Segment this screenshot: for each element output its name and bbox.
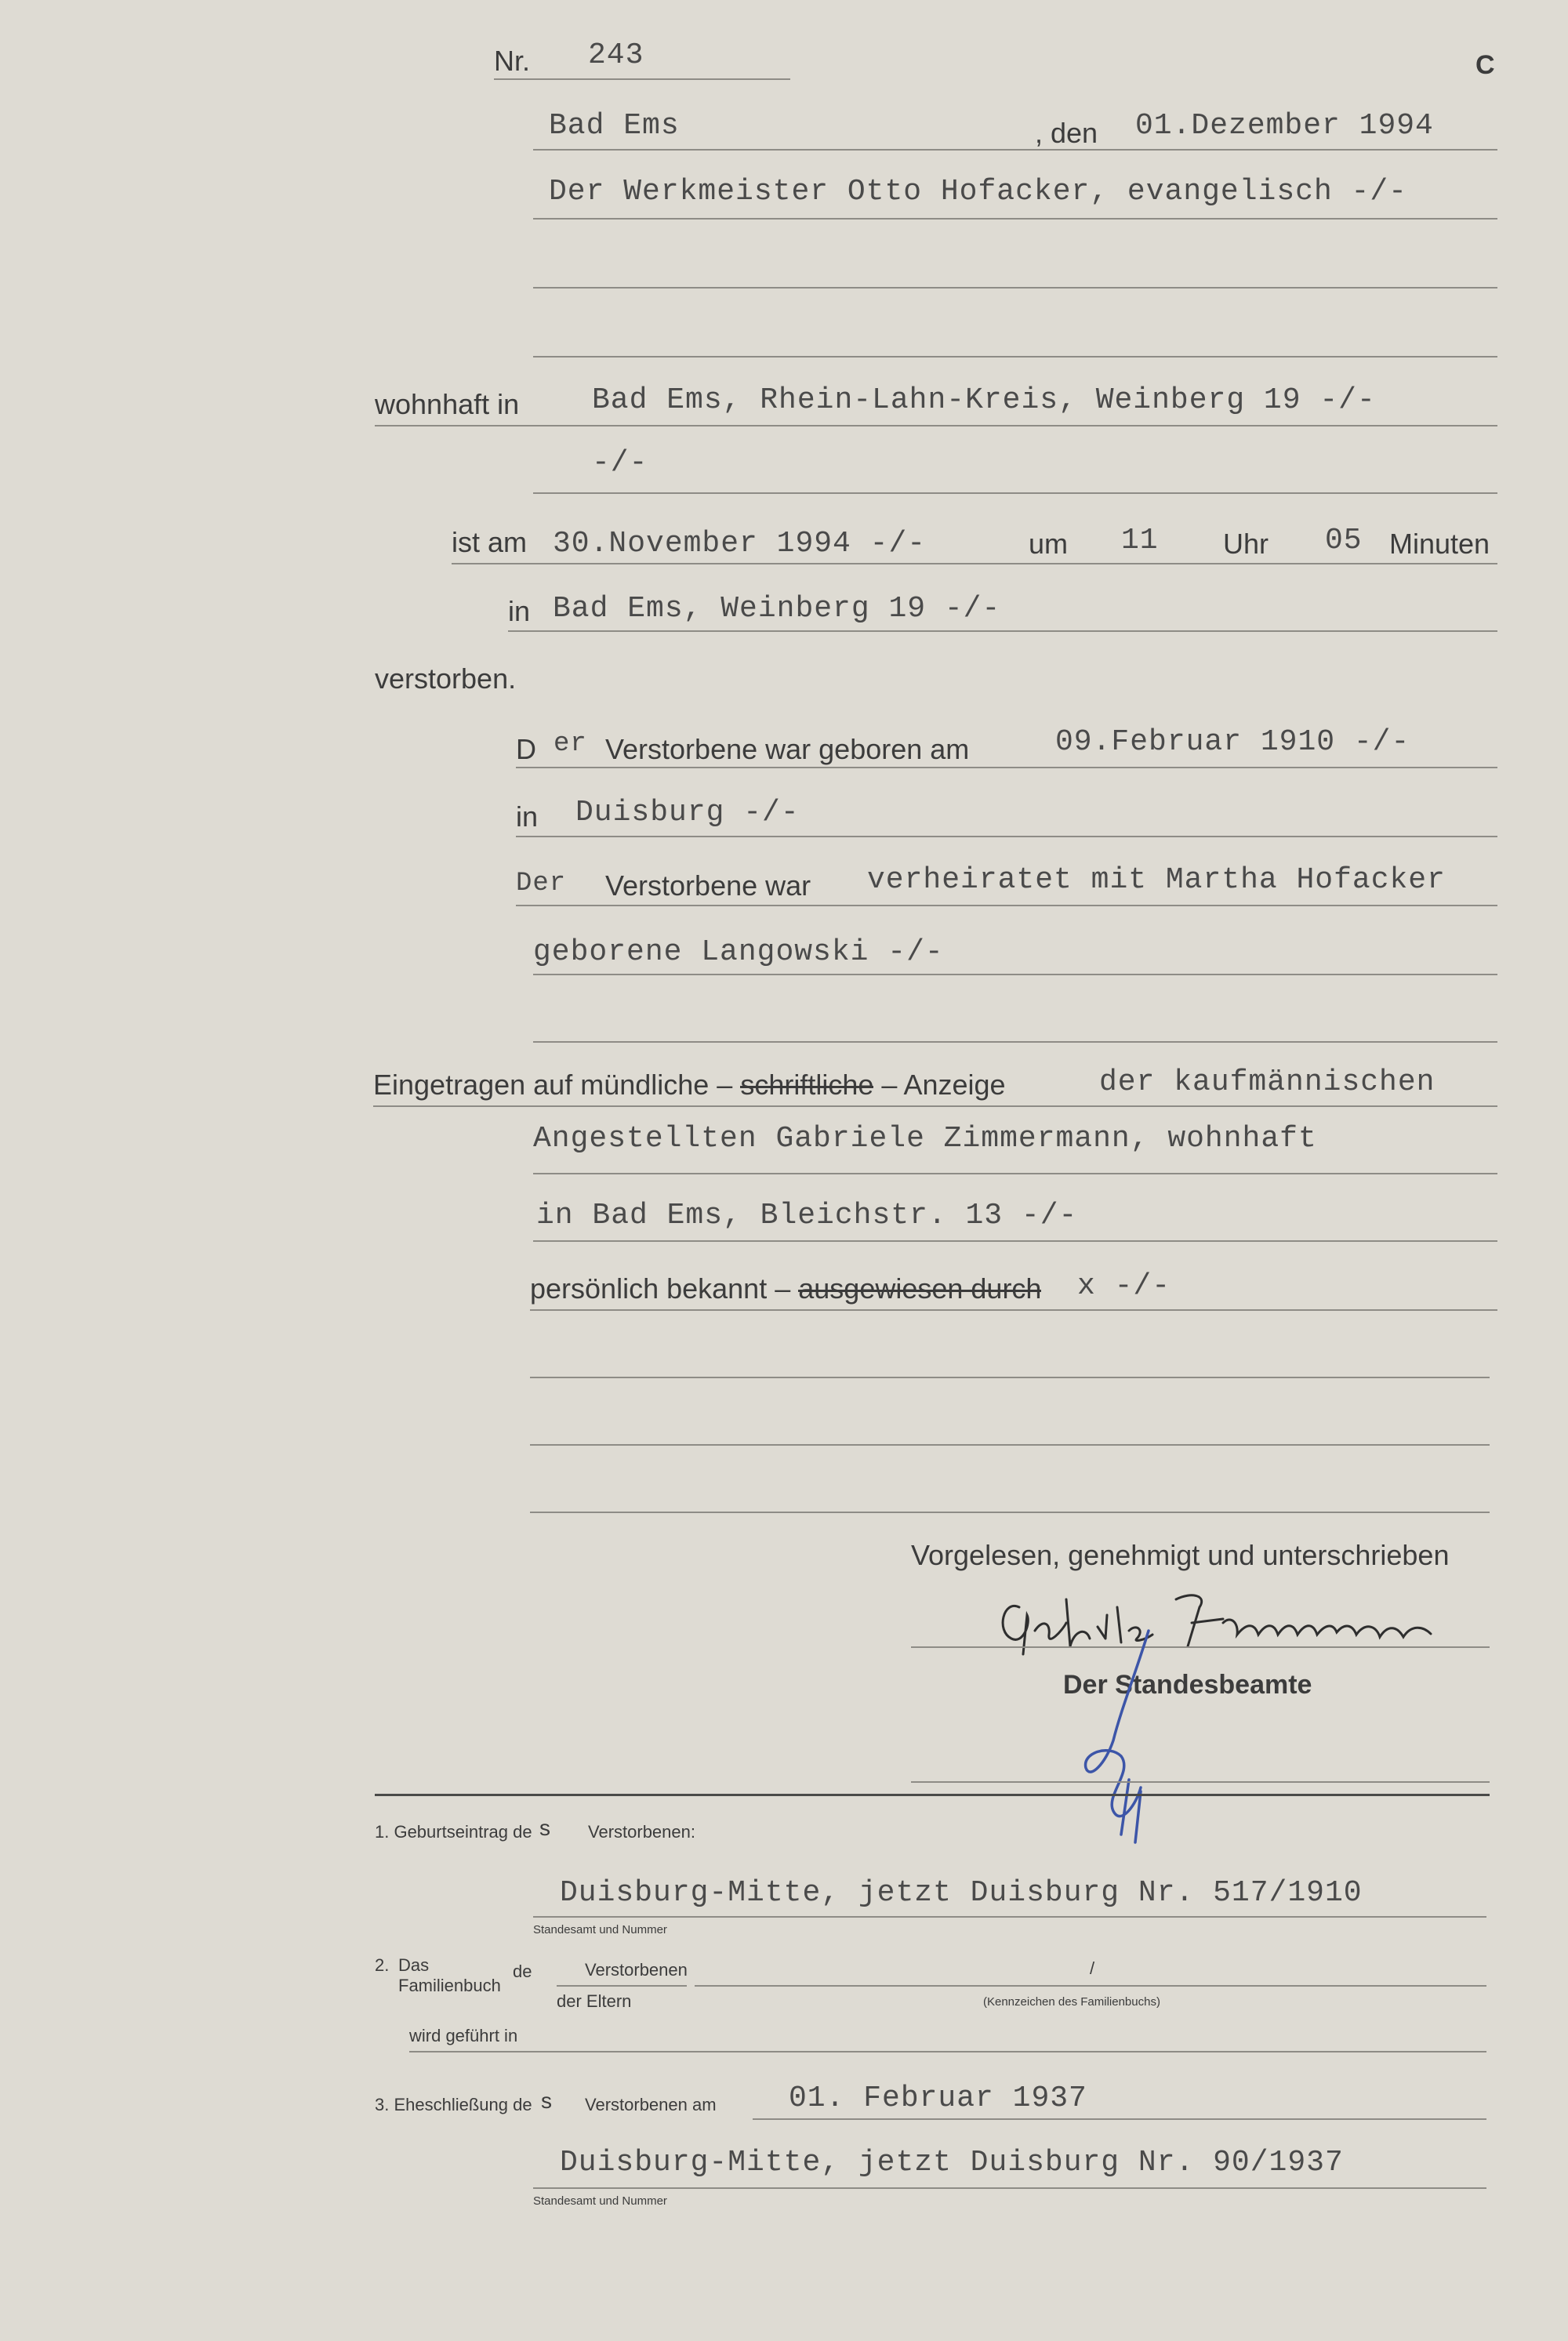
informant-line-3: in Bad Ems, Bleichstr. 13 -/- xyxy=(536,1199,1078,1232)
item2-option-deceased: Verstorbenen xyxy=(585,1960,688,1980)
deceased-rule xyxy=(533,218,1497,220)
item2-label-a: Das xyxy=(398,1955,430,1975)
item2-option-parents: der Eltern xyxy=(557,1991,632,2011)
marital-label-typed: Der xyxy=(516,869,567,898)
item3-date: 01. Februar 1937 xyxy=(789,2081,1087,2115)
registered-rule xyxy=(373,1105,1497,1107)
birth-place-label: in xyxy=(516,800,539,833)
minutes-value: 05 xyxy=(1325,524,1363,557)
informant-rule-3 xyxy=(533,1240,1497,1242)
item3-label: 3. Eheschließung de xyxy=(375,2095,532,2114)
birth-place-rule xyxy=(516,836,1497,837)
marital-rule xyxy=(516,905,1497,906)
informant-signature-rule xyxy=(911,1646,1490,1648)
item2-de: de xyxy=(513,1962,532,1981)
blank-rule-5 xyxy=(530,1444,1490,1446)
blank-rule-3 xyxy=(533,1041,1497,1043)
item2-caption: (Kennzeichen des Familienbuchs) xyxy=(983,1995,1160,2009)
registrar-label: Der Standesbeamte xyxy=(1063,1670,1312,1700)
identity-rule xyxy=(530,1309,1497,1311)
item2-kept-label: wird geführt in xyxy=(409,2026,518,2045)
birth-label: Verstorbene war geboren am xyxy=(605,733,970,765)
identity-typed: x -/- xyxy=(1077,1269,1171,1303)
hour-unit: Uhr xyxy=(1223,528,1269,560)
footer-divider xyxy=(375,1794,1490,1796)
register-number-rule xyxy=(494,78,790,80)
spouse-rule xyxy=(533,974,1497,975)
identity-label xyxy=(530,1272,1042,1305)
blank-rule-1 xyxy=(533,287,1497,289)
birth-place-value: Duisburg -/- xyxy=(575,796,800,829)
deceased-value: Der Werkmeister Otto Hofacker, evangelisch -/- xyxy=(549,175,1407,209)
item2-label-b: Familienbuch xyxy=(398,1976,501,1995)
birth-date-rule xyxy=(516,767,1497,768)
item1-caption: Standesamt und Nummer xyxy=(533,1923,667,1936)
registered-label-suffix: – Anzeige xyxy=(881,1069,1006,1101)
death-date-rule xyxy=(452,563,1497,564)
death-place-value: Bad Ems, Weinberg 19 -/- xyxy=(553,592,1001,626)
item3-caption: Standesamt und Nummer xyxy=(533,2194,667,2208)
corner-letter: C xyxy=(1475,50,1495,80)
birth-date-value: 09.Februar 1910 -/- xyxy=(1055,725,1410,759)
residence-line-2: -/- xyxy=(592,446,648,480)
death-place-rule xyxy=(508,630,1497,632)
registered-label-text: Eingetragen auf mündliche – xyxy=(373,1069,733,1101)
item3-s: s xyxy=(541,2089,552,2113)
place-value: Bad Ems xyxy=(549,109,680,143)
residence-label: wohnhaft in xyxy=(375,388,520,420)
death-place-label: in xyxy=(508,595,531,627)
register-number-value: 243 xyxy=(588,38,644,72)
registrar-signature-rule xyxy=(911,1781,1490,1783)
item3-date-rule xyxy=(753,2118,1486,2120)
spouse-line-2: geborene Langowski -/- xyxy=(533,935,944,969)
date-label: , den xyxy=(1035,117,1098,149)
hour-label: um xyxy=(1029,528,1069,560)
birth-label-prefix: D xyxy=(516,733,536,765)
informant-rule-2 xyxy=(533,1173,1497,1174)
residence-line-1: Bad Ems, Rhein-Lahn-Kreis, Weinberg 19 -/- xyxy=(592,383,1376,417)
marital-label: Verstorbene war xyxy=(605,869,811,902)
blank-rule-6 xyxy=(530,1512,1490,1513)
residence-rule-2 xyxy=(533,492,1497,494)
item3-rule xyxy=(533,2187,1486,2189)
item1-value: Duisburg-Mitte, jetzt Duisburg Nr. 517/1910 xyxy=(560,1876,1363,1910)
place-date-rule xyxy=(533,149,1497,151)
birth-label-typed: er xyxy=(554,729,587,759)
item2-number: 2. xyxy=(375,1955,390,1975)
marital-status-value: verheiratet mit Martha Hofacker xyxy=(867,863,1446,897)
item2-slash: / xyxy=(1090,1958,1095,1978)
minutes-unit: Minuten xyxy=(1389,528,1490,560)
item2-kept-rule xyxy=(409,2051,1486,2052)
identity-label-text: persönlich bekannt – xyxy=(530,1272,791,1305)
item2-rule xyxy=(695,1985,1486,1987)
registered-label xyxy=(373,1071,1006,1099)
identity-struck-option: ausgewiesen durch xyxy=(798,1272,1042,1305)
residence-rule-1 xyxy=(375,425,1497,426)
informant-signature xyxy=(988,1576,1458,1678)
register-number-label: Nr. xyxy=(494,45,531,77)
registered-struck-option: schriftliche xyxy=(740,1069,874,1101)
item1-label: 1. Geburtseintrag de xyxy=(375,1822,532,1842)
read-approved-text: Vorgelesen, genehmigt und unterschrieben xyxy=(911,1539,1450,1571)
registrar-signature xyxy=(1074,1623,1176,1850)
death-date-value: 30.November 1994 -/- xyxy=(553,527,927,561)
hour-value: 11 xyxy=(1121,524,1159,557)
item3-value: Duisburg-Mitte, jetzt Duisburg Nr. 90/1937 xyxy=(560,2146,1344,2179)
item3-suffix: Verstorbenen am xyxy=(585,2095,717,2114)
item1-s: s xyxy=(539,1816,550,1840)
blank-rule-2 xyxy=(533,356,1497,358)
item2-option-divider xyxy=(557,1985,687,1987)
item1-rule xyxy=(533,1916,1486,1918)
blank-rule-4 xyxy=(530,1377,1490,1378)
died-label: verstorben. xyxy=(375,662,517,695)
informant-line-1: der kaufmännischen xyxy=(1099,1065,1436,1099)
item1-suffix: Verstorbenen: xyxy=(588,1822,695,1842)
death-date-label: ist am xyxy=(452,526,528,558)
date-value: 01.Dezember 1994 xyxy=(1135,109,1434,143)
informant-line-2: Angestellten Gabriele Zimmermann, wohnhaft xyxy=(533,1122,1317,1156)
